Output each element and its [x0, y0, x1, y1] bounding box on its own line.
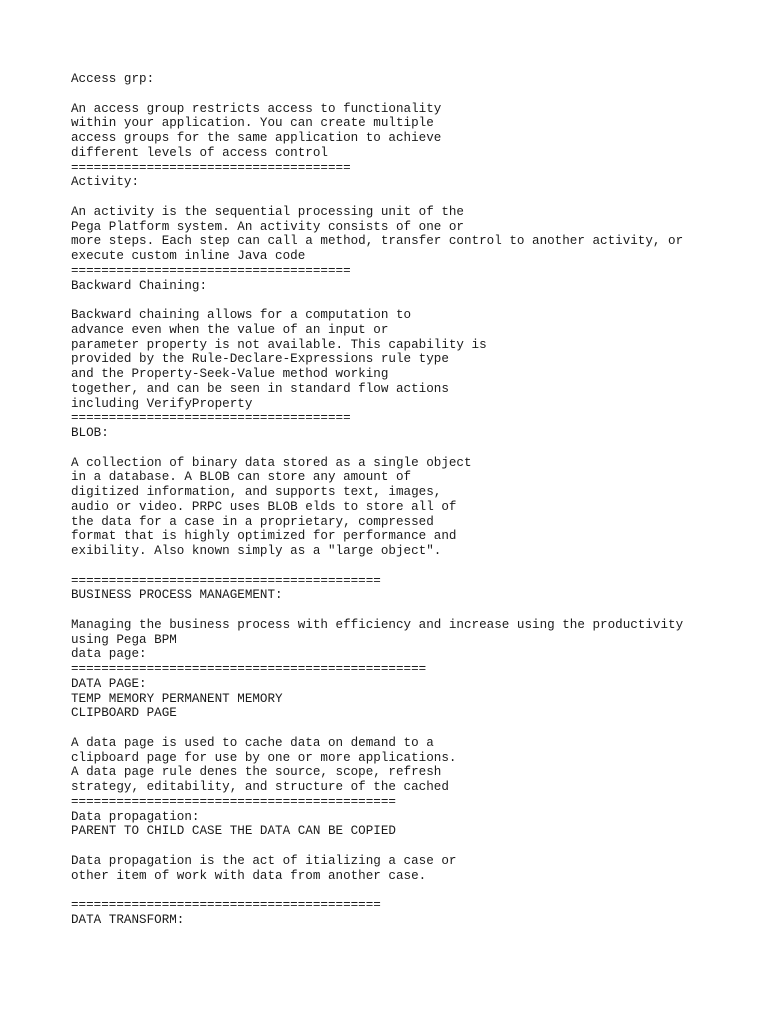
body-line: execute custom inline Java code	[71, 249, 306, 263]
blank-line	[71, 839, 751, 854]
separator-line: ===============================================	[71, 662, 427, 676]
section-heading-backward-chaining: Backward Chaining:	[71, 278, 208, 293]
body-line: access groups for the same application to achieve	[71, 131, 442, 145]
body-line: Pega Platform system. An activity consists of one or	[71, 219, 464, 234]
body-line: An activity is the sequential processing unit of the	[71, 204, 464, 219]
separator-line: =========================================	[71, 573, 381, 588]
heading-note-line: CLIPBOARD PAGE	[71, 706, 177, 721]
body-line: other item of work with data from another case.	[71, 868, 427, 883]
body-line: the data for a case in a proprietary, compressed	[71, 514, 434, 529]
body-line: and the Property-Seek-Value method working	[71, 367, 389, 381]
section-heading-data-propagation: Data propagation:	[71, 809, 200, 824]
section-heading-blob: BLOB:	[71, 426, 109, 440]
body-line: audio or video. PRPC uses BLOB elds to store all of	[71, 499, 457, 514]
section-heading-data-page: DATA PAGE:	[71, 676, 147, 691]
blank-line	[71, 721, 751, 736]
body-line: clipboard page for use by one or more applications.	[71, 750, 457, 765]
section-heading-bpm: BUSINESS PROCESS MANAGEMENT:	[71, 588, 283, 603]
body-line: Managing the business process with efficiency and increase using the productivity	[71, 617, 684, 632]
body-line: advance even when the value of an input or	[71, 322, 389, 337]
body-line: different levels of access control	[71, 145, 328, 160]
section-heading-access-grp: Access grp:	[71, 72, 155, 86]
body-line: digitized information, and supports text, images,	[71, 485, 442, 499]
blank-line	[71, 883, 751, 898]
body-line: A collection of binary data stored as a single object	[71, 455, 472, 470]
body-line: A data page is used to cache data on demand to a	[71, 735, 434, 750]
blank-line	[71, 190, 751, 205]
heading-note-line: PARENT TO CHILD CASE THE DATA CAN BE COPIED	[71, 824, 396, 839]
body-line: in a database. A BLOB can store any amount of	[71, 470, 412, 485]
blank-line	[71, 603, 751, 618]
body-line: provided by the Rule-Declare-Expressions rule type	[71, 352, 449, 367]
separator-line: =====================================	[71, 411, 351, 426]
body-line: within your application. You can create multiple	[71, 116, 434, 131]
separator-line: =====================================	[71, 263, 351, 278]
separator-line: ===========================================	[71, 794, 396, 809]
body-line: together, and can be seen in standard flow actions	[71, 381, 449, 396]
separator-line: =====================================	[71, 160, 351, 175]
heading-note-line: TEMP MEMORY PERMANENT MEMORY	[71, 691, 283, 706]
separator-line: =========================================	[71, 898, 381, 912]
blank-line	[71, 441, 751, 456]
document-page	[71, 72, 751, 928]
section-heading-activity: Activity:	[71, 175, 140, 190]
body-line: format that is highly optimized for performance and	[71, 529, 457, 544]
blank-line	[71, 293, 751, 308]
body-line: data page:	[71, 647, 147, 662]
blank-line	[71, 559, 751, 574]
body-line: including VerifyProperty	[71, 396, 253, 411]
body-line: strategy, editability, and structure of the cached	[71, 780, 449, 794]
body-line: A data page rule denes the source, scope, refresh	[71, 765, 442, 780]
body-line: Backward chaining allows for a computation to	[71, 308, 412, 322]
section-heading-data-transform: DATA TRANSFORM:	[71, 912, 185, 927]
body-line: Data propagation is the act of itializing a case or	[71, 853, 457, 868]
blank-line	[71, 87, 751, 102]
body-line: exibility. Also known simply as a "large object".	[71, 544, 442, 558]
body-line: parameter property is not available. This capability is	[71, 337, 487, 352]
body-line: An access group restricts access to functionality	[71, 101, 442, 116]
body-line: more steps. Each step can call a method, transfer control to another activity, or	[71, 234, 684, 249]
body-line: using Pega BPM	[71, 632, 177, 647]
